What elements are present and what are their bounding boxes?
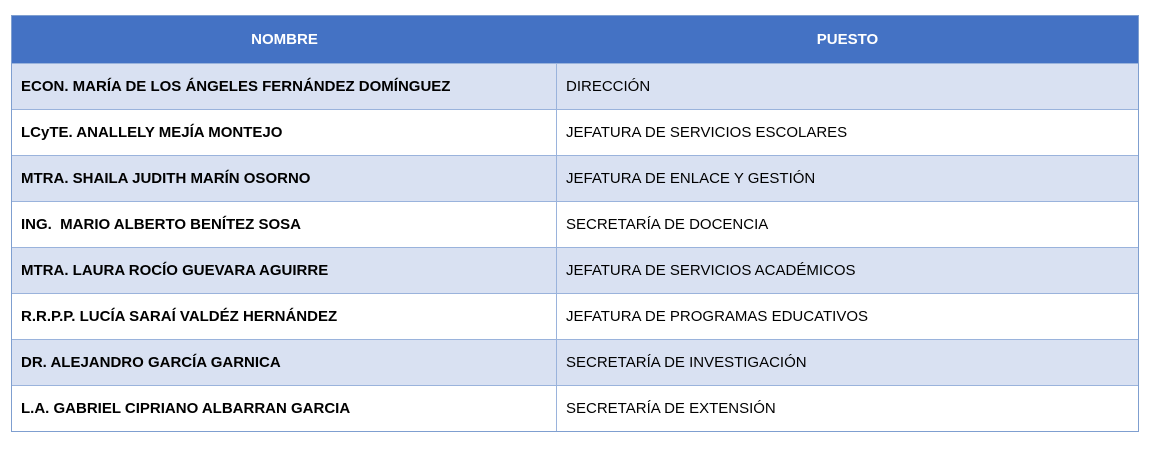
cell-nombre: LCyTE. ANALLELY MEJÍA MONTEJO xyxy=(12,110,557,155)
cell-puesto: JEFATURA DE SERVICIOS ACADÉMICOS xyxy=(566,262,856,279)
cell-puesto: JEFATURA DE SERVICIOS ESCOLARES xyxy=(566,124,848,141)
table-row xyxy=(12,339,1138,385)
table-row xyxy=(12,155,1138,201)
cell-nombre: L.A. GABRIEL CIPRIANO ALBARRAN GARCIA xyxy=(12,386,557,431)
table-header-row xyxy=(12,16,1138,63)
table-row xyxy=(12,293,1138,339)
cell-nombre: DR. ALEJANDRO GARCÍA GARNICA xyxy=(12,340,557,385)
staff-table xyxy=(11,15,1139,432)
header-nombre: NOMBRE xyxy=(251,31,318,48)
cell-puesto: SECRETARÍA DE EXTENSIÓN xyxy=(566,400,776,417)
cell-nombre: ECON. MARÍA DE LOS ÁNGELES FERNÁNDEZ DOMÍNGUEZ xyxy=(12,64,557,109)
cell-puesto: JEFATURA DE PROGRAMAS EDUCATIVOS xyxy=(566,308,868,325)
header-puesto: PUESTO xyxy=(816,31,879,48)
table-row xyxy=(12,63,1138,109)
table-row xyxy=(12,109,1138,155)
cell-nombre: MTRA. LAURA ROCÍO GUEVARA AGUIRRE xyxy=(12,248,557,293)
table-row xyxy=(12,385,1138,431)
cell-puesto: SECRETARÍA DE DOCENCIA xyxy=(566,216,769,233)
table-row xyxy=(12,247,1138,293)
cell-puesto: SECRETARÍA DE INVESTIGACIÓN xyxy=(566,354,807,371)
table-row xyxy=(12,201,1138,247)
cell-nombre: ING. MARIO ALBERTO BENÍTEZ SOSA xyxy=(12,202,557,247)
cell-puesto: JEFATURA DE ENLACE Y GESTIÓN xyxy=(566,170,816,187)
cell-puesto: DIRECCIÓN xyxy=(566,78,651,95)
cell-nombre: MTRA. SHAILA JUDITH MARÍN OSORNO xyxy=(12,156,557,201)
cell-nombre: R.R.P.P. LUCÍA SARAÍ VALDÉZ HERNÁNDEZ xyxy=(12,294,557,339)
